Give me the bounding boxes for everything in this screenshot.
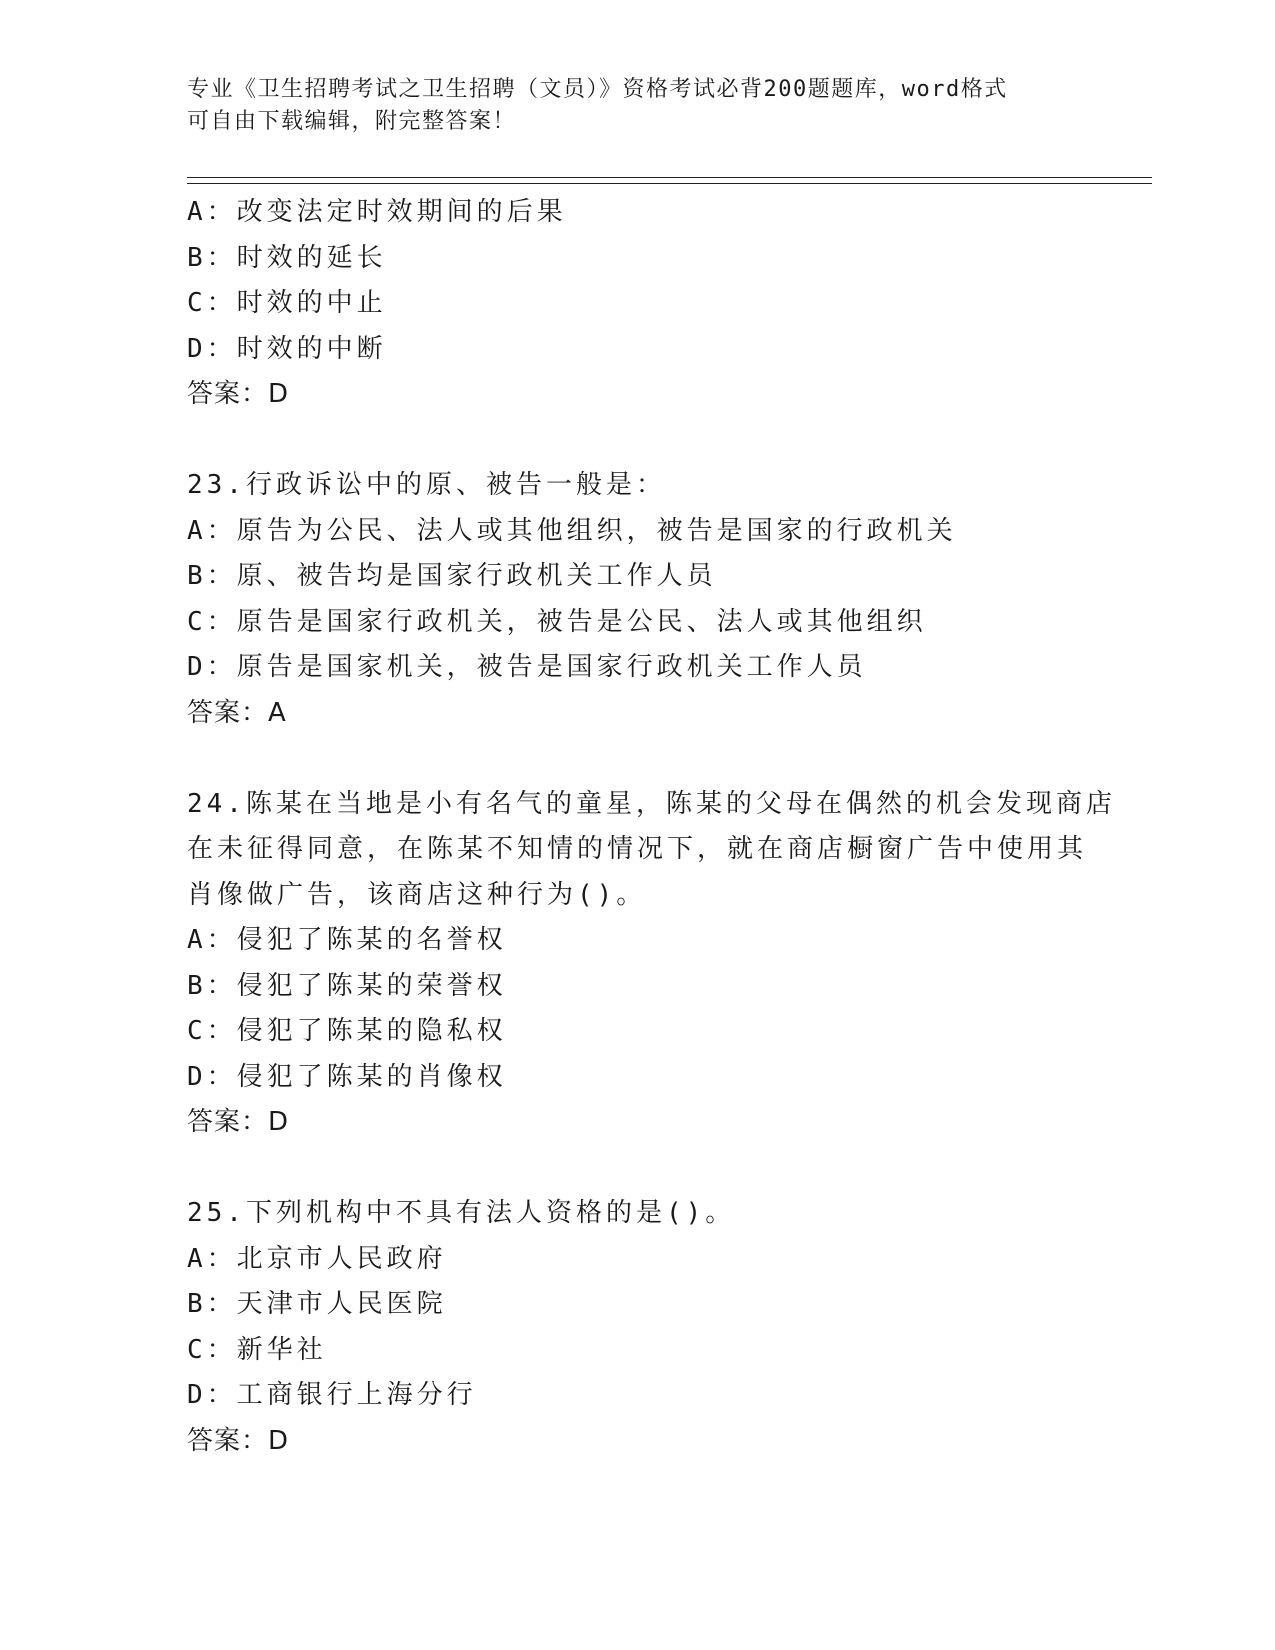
question-text-line-1: 24.陈某在当地是小有名气的童星，陈某的父母在偶然的机会发现商店 — [187, 788, 1116, 819]
option-a: A：改变法定时效期间的后果 — [187, 197, 567, 227]
spacer — [187, 1146, 1087, 1192]
option-d: D：侵犯了陈某的肖像权 — [187, 1061, 507, 1092]
option-b: B：时效的延长 — [187, 242, 387, 273]
question-25-block — [187, 1191, 1087, 1464]
answer: 答案：A — [187, 697, 287, 728]
document-header — [187, 74, 1087, 138]
answer: 答案：D — [187, 1425, 290, 1456]
question-23-block — [187, 463, 1087, 736]
option-d: D：工商银行上海分行 — [187, 1380, 477, 1410]
option-b: B：原、被告均是国家行政机关工作人员 — [187, 561, 717, 591]
spacer — [187, 736, 1087, 782]
question-list — [187, 190, 1116, 1464]
spacer — [187, 418, 1087, 464]
question-text-line-2: 在未征得同意，在陈某不知情的情况下，就在商店橱窗广告中使用其 — [187, 834, 1088, 864]
option-c: C：侵犯了陈某的隐私权 — [187, 1016, 507, 1046]
question-text: 25.下列机构中不具有法人资格的是()。 — [187, 1198, 736, 1228]
header-line-1: 专业《卫生招聘考试之卫生招聘（文员）》资格考试必背200题题库，word格式 — [187, 77, 1008, 102]
answer: 答案：D — [187, 1107, 290, 1137]
question-text: 23.行政诉讼中的原、被告一般是： — [187, 470, 666, 500]
header-divider-top — [187, 177, 1152, 178]
option-c: C：原告是国家行政机关，被告是公民、法人或其他组织 — [187, 606, 927, 637]
option-b: B：天津市人民医院 — [187, 1289, 447, 1319]
option-c: C：新华社 — [187, 1334, 327, 1365]
question-22-block — [187, 190, 1087, 418]
option-a: A：北京市人民政府 — [187, 1243, 447, 1274]
option-a: A：侵犯了陈某的名誉权 — [187, 925, 507, 955]
option-d: D：原告是国家机关，被告是国家行政机关工作人员 — [187, 652, 867, 682]
option-b: B：侵犯了陈某的荣誉权 — [187, 970, 507, 1001]
header-line-2: 可自由下载编辑，附完整答案！ — [187, 109, 517, 134]
question-text-line-3: 肖像做广告，该商店这种行为()。 — [187, 879, 647, 910]
question-24-block — [187, 782, 1116, 1146]
option-a: A：原告为公民、法人或其他组织，被告是国家的行政机关 — [187, 515, 957, 546]
header-divider-bottom — [187, 183, 1152, 184]
option-c: C：时效的中止 — [187, 288, 387, 318]
answer: 答案：D — [187, 379, 290, 409]
option-d: D：时效的中断 — [187, 333, 387, 364]
